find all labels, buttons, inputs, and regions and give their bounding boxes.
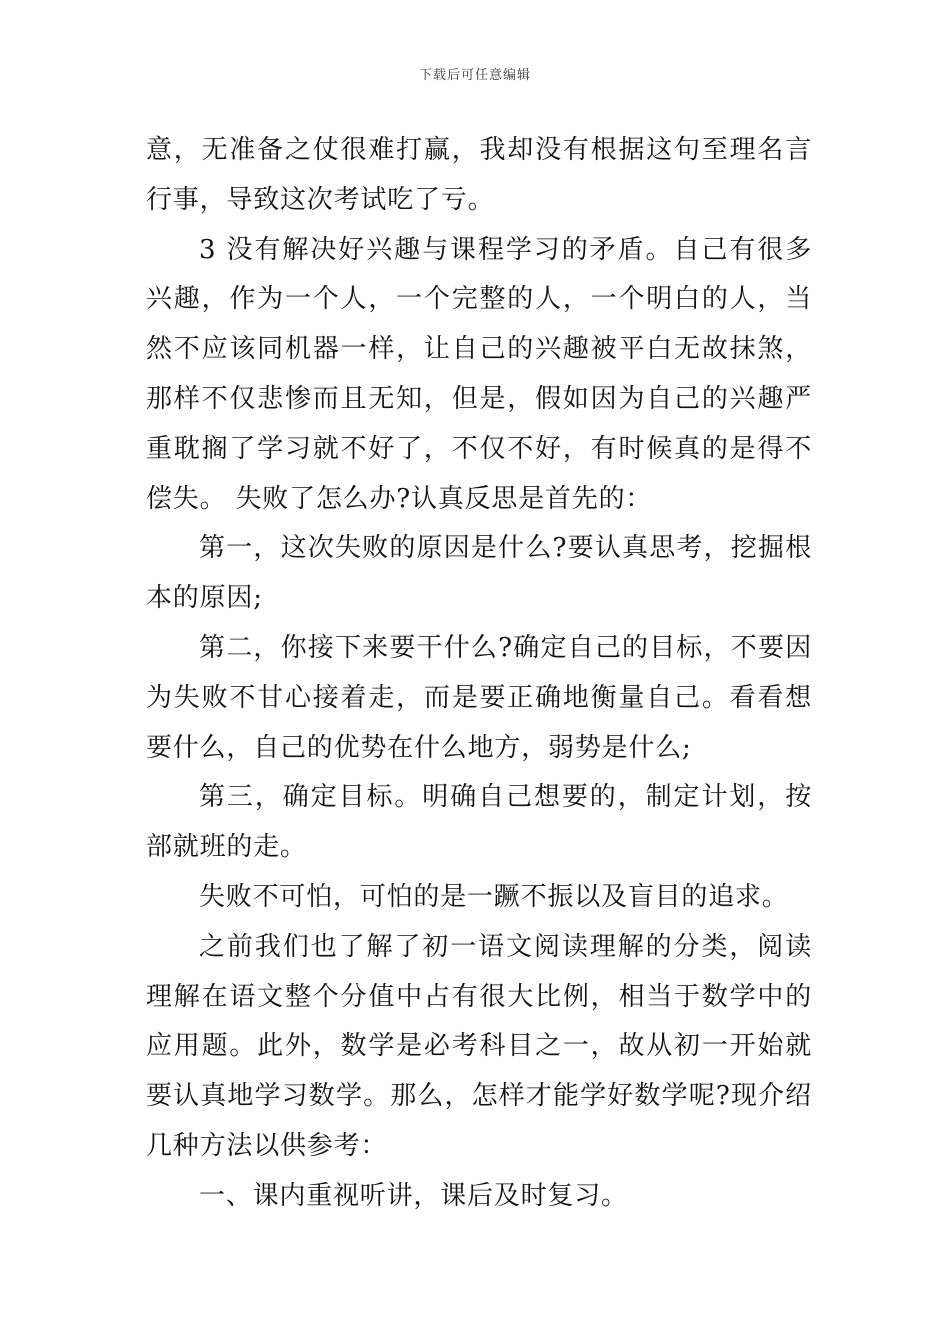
paragraph-6: 失败不可怕，可怕的是一蹶不振以及盲目的追求。 [199,881,789,912]
paragraph-4: 第二，你接下来要干什么?确定自己的目标，不要因为失败不甘心接着走，而是要正确地衡量自己。看看想要什么，自己的优势在什么地方，弱势是什么; [146,632,812,763]
paragraph-7: 之前我们也了解了初一语文阅读理解的分类，阅读理解在语文整个分值中占有很大比例，相当于数学中的应用题。此外，数学是必考科目之一，故从初一开始就要认真地学习数学。那么，怎样才能学好数学呢?现介绍几种方法以供参考： [146,931,812,1161]
page-header: 下载后可任意编辑 [418,68,531,83]
paragraph-8: 一、课内重视听讲，课后及时复习。 [199,1180,628,1211]
document-body [146,126,812,1222]
paragraph-3: 第一，这次失败的原因是什么?要认真思考，挖掘根本的原因; [146,533,812,614]
paragraph-1: 意，无准备之仗很难打赢，我却没有根据这句至理名言行事，导致这次考试吃了亏。 [146,135,812,215]
paragraph-2: 3 没有解决好兴趣与课程学习的矛盾。自己有很多兴趣，作为一个人，一个完整的人，一个明白的人，当然不应该同机器一样，让自己的兴趣被平白无故抹煞，那样不仅悲惨而且无知，但是，假如因为自己的兴趣严重耽搁了学习就不好了，不仅不好，有时候真的是得不偿失。 失败了怎么办?认真反思是首先的： [146,234,812,514]
paragraph-5: 第三，确定目标。明确自己想要的，制定计划，按部就班的走。 [146,782,812,863]
